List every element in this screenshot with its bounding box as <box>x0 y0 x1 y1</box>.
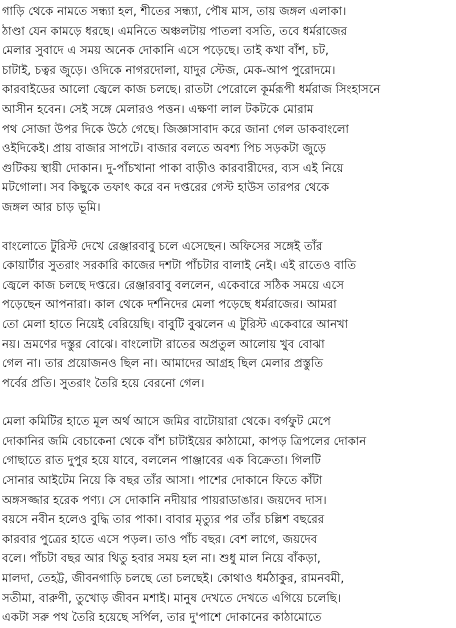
text-line: বাংলোতে টুরিস্ট দেখে রেঞ্জারবাবু চলে এসেছেন। অফিসের সঙ্গেই তাঁর <box>2 238 323 253</box>
text-line: মটগোলা। সব কিছুকে তফাৎ করে বন দপ্তরের গেস্ট হাউস তারপর থেকে <box>2 180 330 195</box>
text-line: একটা সরু পথ তৈরি হয়েছে সর্পিল, তার দু'পাশে দোকানের কাঠামোতে <box>2 610 322 625</box>
paragraph-gap <box>2 393 456 412</box>
text-line: অঙ্গসজ্জার হরেক পণ্য। সে দোকানি নদীয়ার পায়রাডাঙার। জয়দেব দাস। <box>2 492 327 507</box>
paragraph-gap <box>2 218 456 237</box>
paragraph-1 <box>2 2 456 218</box>
text-line: তো মেলা হাতে নিয়েই বেরিয়েছি। বাবুটি বুঝলেন এ টুরিস্ট একেবারে আনখা <box>2 316 349 331</box>
text-line: কারবার পুত্রের হাতে এসে পড়ল। তাও পাঁচ বছর। বেশ লাগে, জয়দেব <box>2 531 318 546</box>
text-line: বয়সে নবীন হলেও বুদ্ধি তার পাকা। বাবার মৃত্যুর পর তাঁর চল্লিশ বছরের <box>2 512 325 527</box>
text-line: জ্বেলে কাজ চলছে দপ্তরে। রেঞ্জারবাবু বললেন, একেবারে সঠিক সময়ে এসে <box>2 277 344 292</box>
text-line: কারবাইডের আলো জ্বেলে কাজ চলছে। রাতটা পেরোলে কূর্মরূপী ধর্মরাজ সিংহাসনে <box>2 82 381 97</box>
text-line: বলে। পাঁচটা বছর আর থিতু হবার সময় হল না। শুধু মাল নিয়ে বাঁকড়া, <box>2 551 321 566</box>
text-line: আসীন হবেন। সেই সঙ্গে মেলারও পত্তন। এক্ষণা লাল টকটকে মোরাম <box>2 101 314 116</box>
text-line: ঠাণ্ডা যেন কামড়ে ধরছে। এমনিতে অঞ্চলটায় পাতলা বসতি, তবে ধর্মরাজের <box>2 23 348 38</box>
text-line: গেল না। তার প্রয়োজনও ছিল না। আমাদের আগ্রহ ছিল মেলার প্রস্তুতি <box>2 356 324 371</box>
text-line: মেলা কমিটির হাতে মূল অর্থ আসে জমির বাটোয়ারা থেকে। বর্গফুট মেপে <box>2 414 331 429</box>
text-line: কোয়ার্টার সুতরাং সরকারি কাজের দশটা পাঁচটার বালাই নেই। এই রাতেও বাতি <box>2 258 357 273</box>
paragraph-2 <box>2 237 456 394</box>
text-line: পথ সোজা উপর দিকে উঠে গেছে। জিজ্ঞাসাবাদ করে জানা গেল ডাকবাংলো <box>2 121 349 136</box>
text-line: দোকানির জমি বেচাকেনা থেকে বাঁশ চাটাইয়ের কাঠামো, কাপড় ত্রিপলের দোকান <box>2 433 367 448</box>
paragraph-3 <box>2 412 456 628</box>
text-line: গাড়ি থেকে নামতে সন্ধ্যা হল, শীতের সন্ধ্যা, পৌষ মাস, তায় জঙ্গল এলাকা। <box>2 4 347 18</box>
text-line: সোনার আইটেম নিয়ে কি বছর তাঁর আসা। পাশের দোকানে ফিতে কাঁটা <box>2 473 323 488</box>
text-line: ওইদিকেই। প্রায় বাজার সাপটে। বাজার বলতে অবশ্য পিচ সড়কটা জুড়ে <box>2 141 326 156</box>
text-line: পড়েছেন আপনারা। কাল থেকে দর্শনিদের মেলা পড়েছে ধর্মরাজের। আমরা <box>2 297 337 312</box>
text-line: জঙ্গল আর চাড় ভূমি। <box>2 199 101 214</box>
text-line: পর্বের প্রতি। সুতরাং তৈরি হয়ে বেরনো গেল। <box>2 375 205 390</box>
text-line: নয়। ভ্রমণের দস্তুর বোঝে। বাংলোটা রাতের অপ্রতুল আলোয় খুব বোঝা <box>2 336 325 351</box>
text-line: গুটিকয় স্থায়ী দোকান। দু-পাঁচখানা পাকা বাড়ীও কারবারীদের, ব্যস এই নিয়ে <box>2 160 344 175</box>
text-line: চাটাই, চত্বর জুড়ে। ওদিকে নাগরদোলা, যাদুর স্টেজ, মেক-আপ পুরোদমে। <box>2 62 336 77</box>
text-line: মেলার সুবাদে এ সময় অনেক দোকানি এসে পড়েছে। তাই কখা বাঁশ, চট, <box>2 43 329 58</box>
text-line: সতীমা, বারুণী, তুখোড় জীবন মশাই। মানুষ দেখতে দেখতে এগিয়ে চলেছি। <box>2 590 342 605</box>
text-line: গোছাতে রাত দুপুর হয়ে যাবে, বললেন পাঞ্জাবের এক বিক্রেতা। গিলটি <box>2 453 321 468</box>
text-line: মালদা, তেহট্ট, জীবনগাড়ি চলছে তো চলছেই। কোথাও ধর্মঠাকুর, রামনবমী, <box>2 571 345 586</box>
